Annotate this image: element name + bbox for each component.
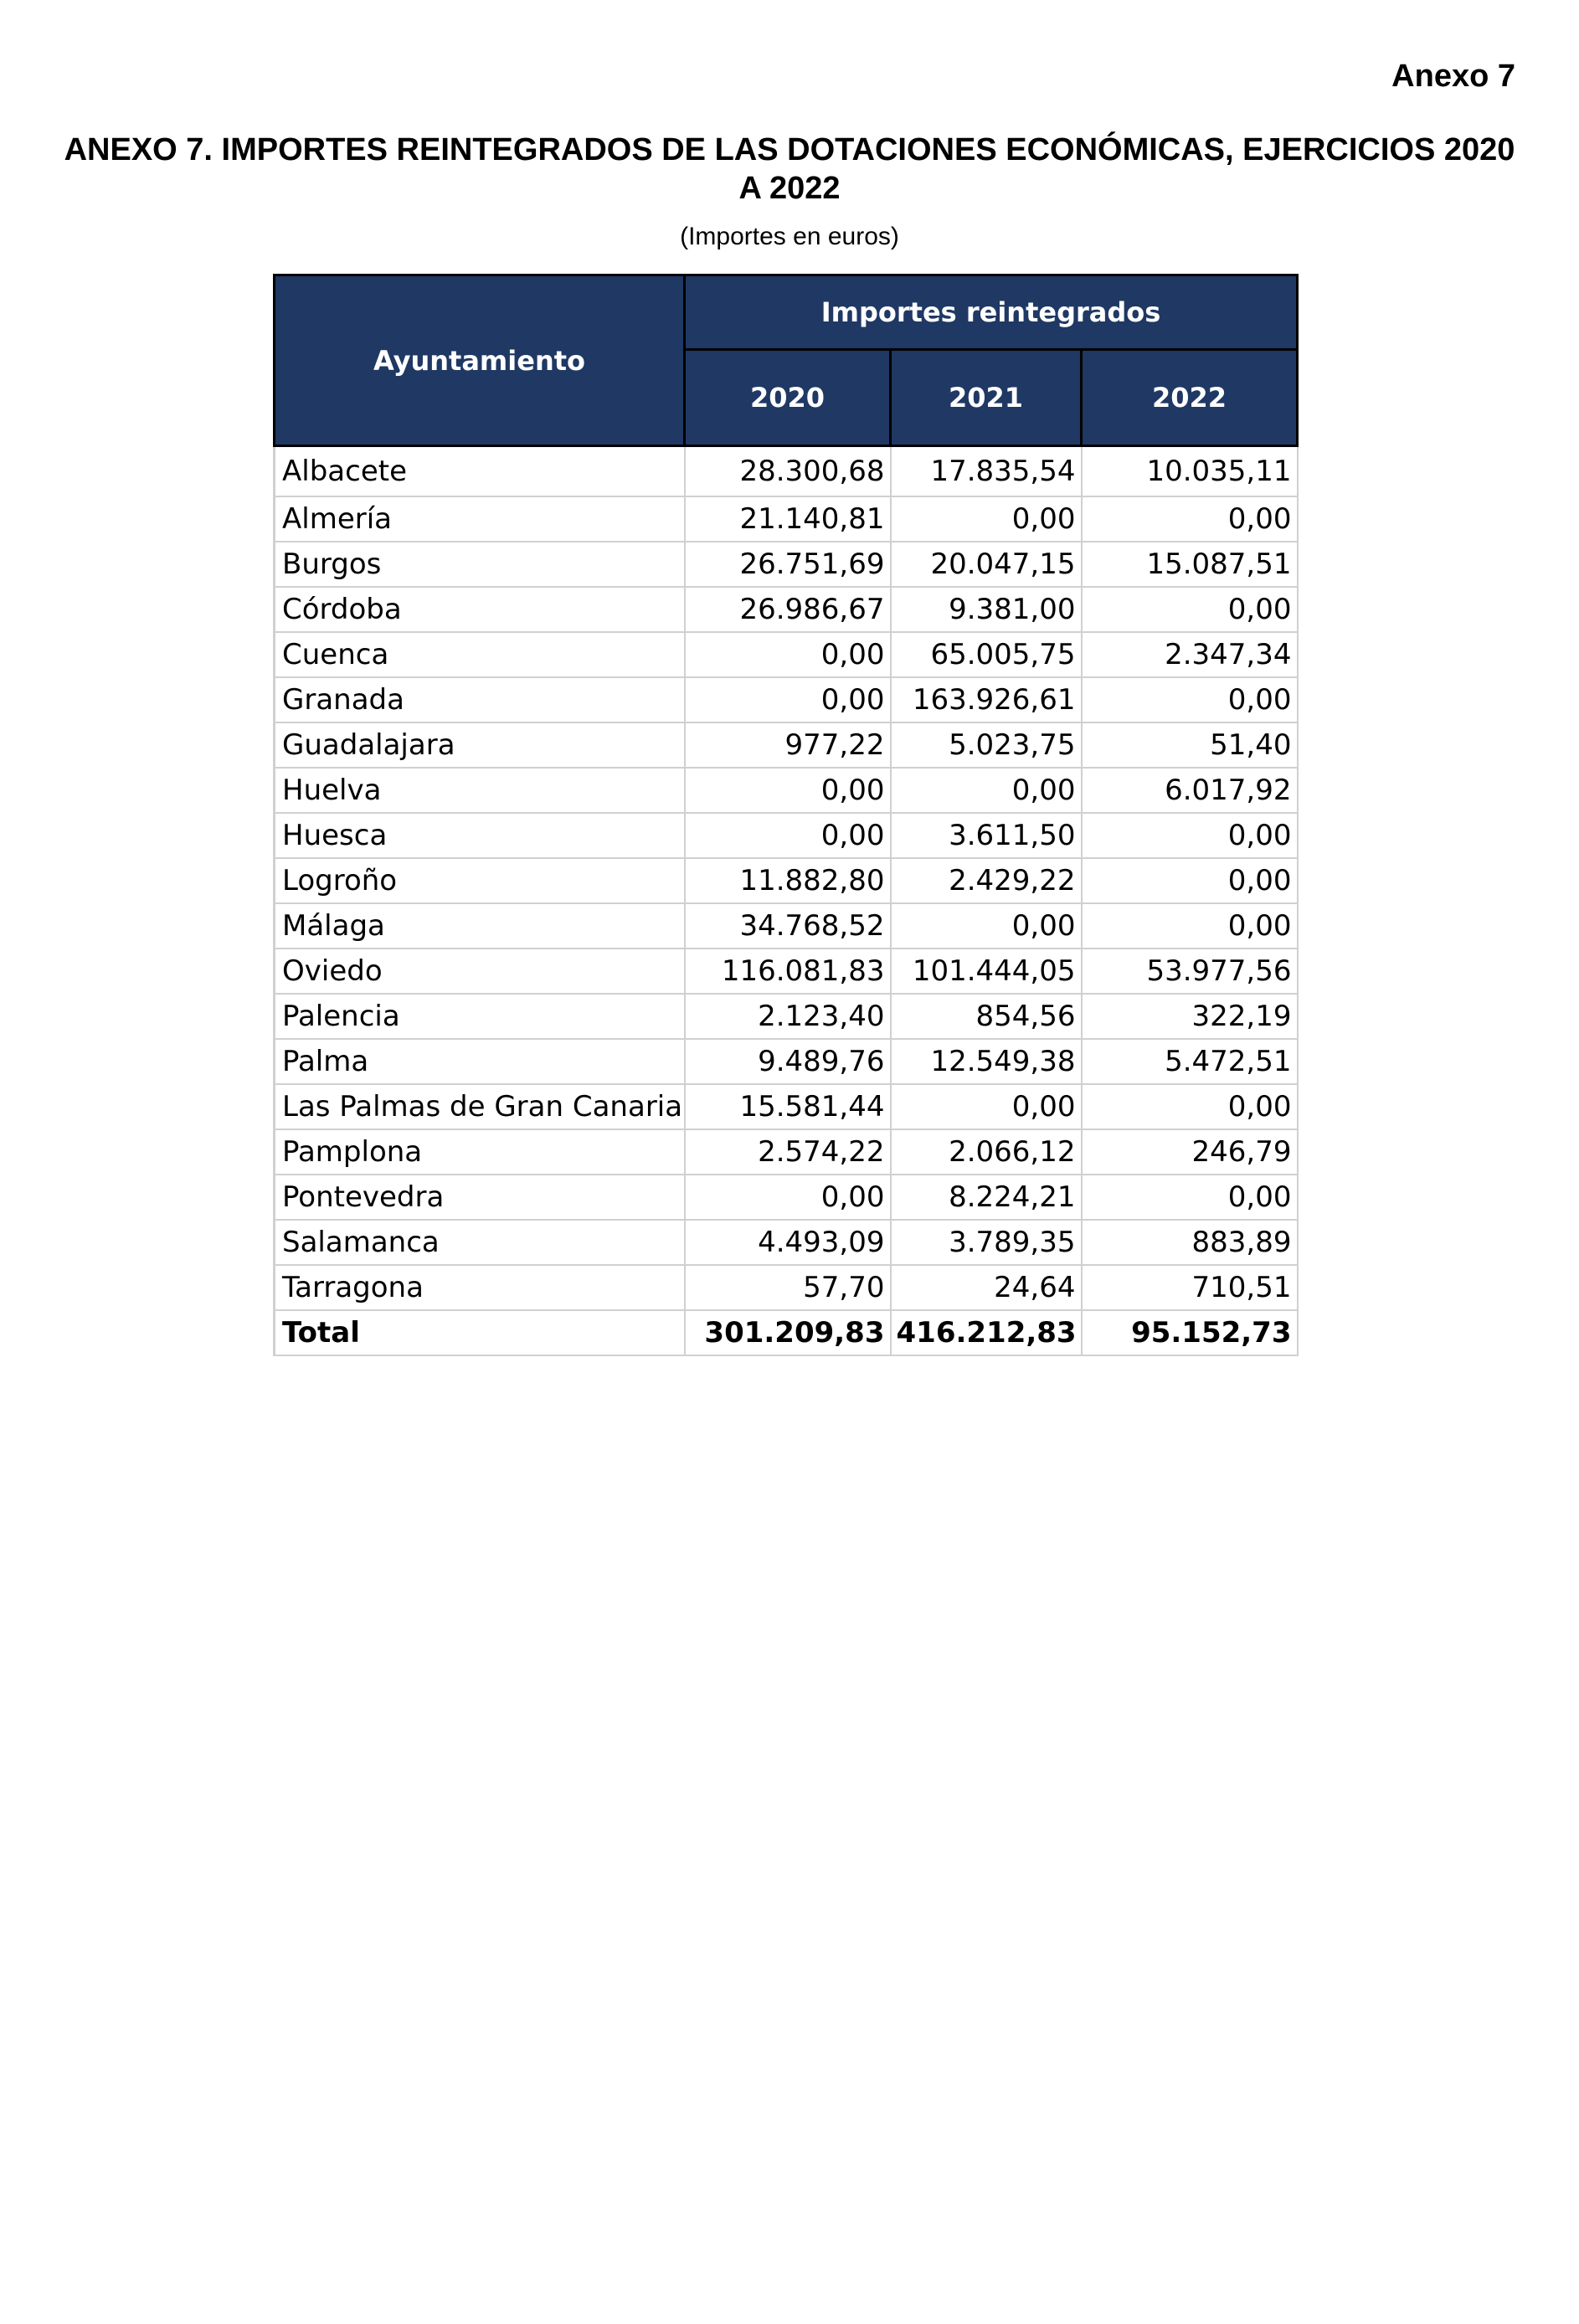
cell-2022: 883,89: [1082, 1220, 1298, 1265]
table-row: [275, 1175, 1298, 1220]
cell-ayuntamiento: Palencia: [275, 994, 685, 1039]
table-row: [275, 542, 1298, 587]
cell-2020: 977,22: [685, 722, 891, 768]
cell-2022: 5.472,51: [1082, 1039, 1298, 1084]
table-row: [275, 1265, 1298, 1310]
cell-ayuntamiento: Logroño: [275, 858, 685, 903]
table-row: [275, 813, 1298, 858]
cell-2021: 17.835,54: [891, 446, 1082, 497]
cell-2021: 163.926,61: [891, 677, 1082, 722]
cell-2022: 0,00: [1082, 813, 1298, 858]
table-row: [275, 446, 1298, 497]
table-row: [275, 1039, 1298, 1084]
cell-2021: 0,00: [891, 903, 1082, 949]
column-header-year-2020: 2020: [685, 350, 891, 446]
cell-ayuntamiento: Palma: [275, 1039, 685, 1084]
cell-2020: 116.081,83: [685, 949, 891, 994]
cell-2022: 53.977,56: [1082, 949, 1298, 994]
cell-2021: 2.066,12: [891, 1129, 1082, 1175]
cell-ayuntamiento: Huelva: [275, 768, 685, 813]
cell-2022: 10.035,11: [1082, 446, 1298, 497]
table-row: [275, 858, 1298, 903]
cell-2020: 28.300,68: [685, 446, 891, 497]
annex-label: Anexo 7: [1391, 59, 1515, 94]
cell-ayuntamiento: Pamplona: [275, 1129, 685, 1175]
cell-2021: 5.023,75: [891, 722, 1082, 768]
total-2021: 416.212,83: [891, 1310, 1082, 1355]
cell-2022: 0,00: [1082, 858, 1298, 903]
cell-2021: 20.047,15: [891, 542, 1082, 587]
table-row: [275, 677, 1298, 722]
total-row: [275, 1310, 1298, 1355]
column-group-header-importes: Importes reintegrados: [685, 275, 1298, 350]
cell-2020: 4.493,09: [685, 1220, 891, 1265]
cell-2022: 710,51: [1082, 1265, 1298, 1310]
cell-ayuntamiento: Almería: [275, 496, 685, 542]
cell-2021: 101.444,05: [891, 949, 1082, 994]
cell-2021: 3.611,50: [891, 813, 1082, 858]
cell-ayuntamiento: Guadalajara: [275, 722, 685, 768]
cell-ayuntamiento: Huesca: [275, 813, 685, 858]
cell-ayuntamiento: Albacete: [275, 446, 685, 497]
cell-2020: 34.768,52: [685, 903, 891, 949]
cell-2020: 2.123,40: [685, 994, 891, 1039]
cell-2020: 0,00: [685, 677, 891, 722]
cell-2020: 0,00: [685, 1175, 891, 1220]
column-header-year-2022: 2022: [1082, 350, 1298, 446]
table-row: [275, 1220, 1298, 1265]
cell-ayuntamiento: Granada: [275, 677, 685, 722]
cell-2021: 3.789,35: [891, 1220, 1082, 1265]
cell-ayuntamiento: Salamanca: [275, 1220, 685, 1265]
cell-ayuntamiento: Tarragona: [275, 1265, 685, 1310]
cell-2020: 9.489,76: [685, 1039, 891, 1084]
cell-2022: 0,00: [1082, 1084, 1298, 1129]
cell-2021: 0,00: [891, 1084, 1082, 1129]
cell-2020: 26.751,69: [685, 542, 891, 587]
cell-2021: 9.381,00: [891, 587, 1082, 632]
column-header-year-2021: 2021: [891, 350, 1082, 446]
cell-2022: 0,00: [1082, 677, 1298, 722]
document-subtitle: (Importes en euros): [680, 223, 899, 250]
cell-2022: 246,79: [1082, 1129, 1298, 1175]
cell-2021: 8.224,21: [891, 1175, 1082, 1220]
table-row: [275, 768, 1298, 813]
cell-ayuntamiento: Las Palmas de Gran Canaria: [275, 1084, 685, 1129]
cell-2020: 0,00: [685, 632, 891, 677]
cell-ayuntamiento: Burgos: [275, 542, 685, 587]
cell-2022: 0,00: [1082, 1175, 1298, 1220]
cell-ayuntamiento: Málaga: [275, 903, 685, 949]
reimbursements-table-container: [273, 274, 1296, 1356]
table-row: [275, 994, 1298, 1039]
cell-2020: 21.140,81: [685, 496, 891, 542]
cell-2020: 15.581,44: [685, 1084, 891, 1129]
table-row: [275, 496, 1298, 542]
cell-2022: 2.347,34: [1082, 632, 1298, 677]
cell-ayuntamiento: Pontevedra: [275, 1175, 685, 1220]
table-row: [275, 903, 1298, 949]
table-row: [275, 632, 1298, 677]
table-row: [275, 949, 1298, 994]
cell-2022: 15.087,51: [1082, 542, 1298, 587]
cell-2021: 854,56: [891, 994, 1082, 1039]
cell-2020: 0,00: [685, 813, 891, 858]
cell-2022: 51,40: [1082, 722, 1298, 768]
table-row: [275, 722, 1298, 768]
column-header-ayuntamiento: Ayuntamiento: [275, 275, 685, 446]
table-header: [275, 275, 1298, 446]
cell-2022: 6.017,92: [1082, 768, 1298, 813]
total-2022: 95.152,73: [1082, 1310, 1298, 1355]
cell-2021: 0,00: [891, 496, 1082, 542]
cell-2020: 11.882,80: [685, 858, 891, 903]
cell-2021: 65.005,75: [891, 632, 1082, 677]
cell-2021: 0,00: [891, 768, 1082, 813]
cell-2022: 0,00: [1082, 496, 1298, 542]
table-row: [275, 1084, 1298, 1129]
cell-2020: 2.574,22: [685, 1129, 891, 1175]
cell-2022: 0,00: [1082, 903, 1298, 949]
document-title: ANEXO 7. IMPORTES REINTEGRADOS DE LAS DOTACIONES ECONÓMICAS, EJERCICIOS 2020 A 2022: [64, 132, 1515, 206]
table-row: [275, 1129, 1298, 1175]
cell-2020: 57,70: [685, 1265, 891, 1310]
cell-2020: 0,00: [685, 768, 891, 813]
cell-2021: 12.549,38: [891, 1039, 1082, 1084]
cell-ayuntamiento: Córdoba: [275, 587, 685, 632]
table-row: [275, 587, 1298, 632]
cell-2022: 0,00: [1082, 587, 1298, 632]
cell-2020: 26.986,67: [685, 587, 891, 632]
cell-ayuntamiento: Oviedo: [275, 949, 685, 994]
table-body: [275, 446, 1298, 1356]
reimbursements-table: [273, 274, 1299, 1356]
cell-ayuntamiento: Cuenca: [275, 632, 685, 677]
total-2020: 301.209,83: [685, 1310, 891, 1355]
cell-2021: 24,64: [891, 1265, 1082, 1310]
cell-2022: 322,19: [1082, 994, 1298, 1039]
total-label: Total: [275, 1310, 685, 1355]
cell-2021: 2.429,22: [891, 858, 1082, 903]
